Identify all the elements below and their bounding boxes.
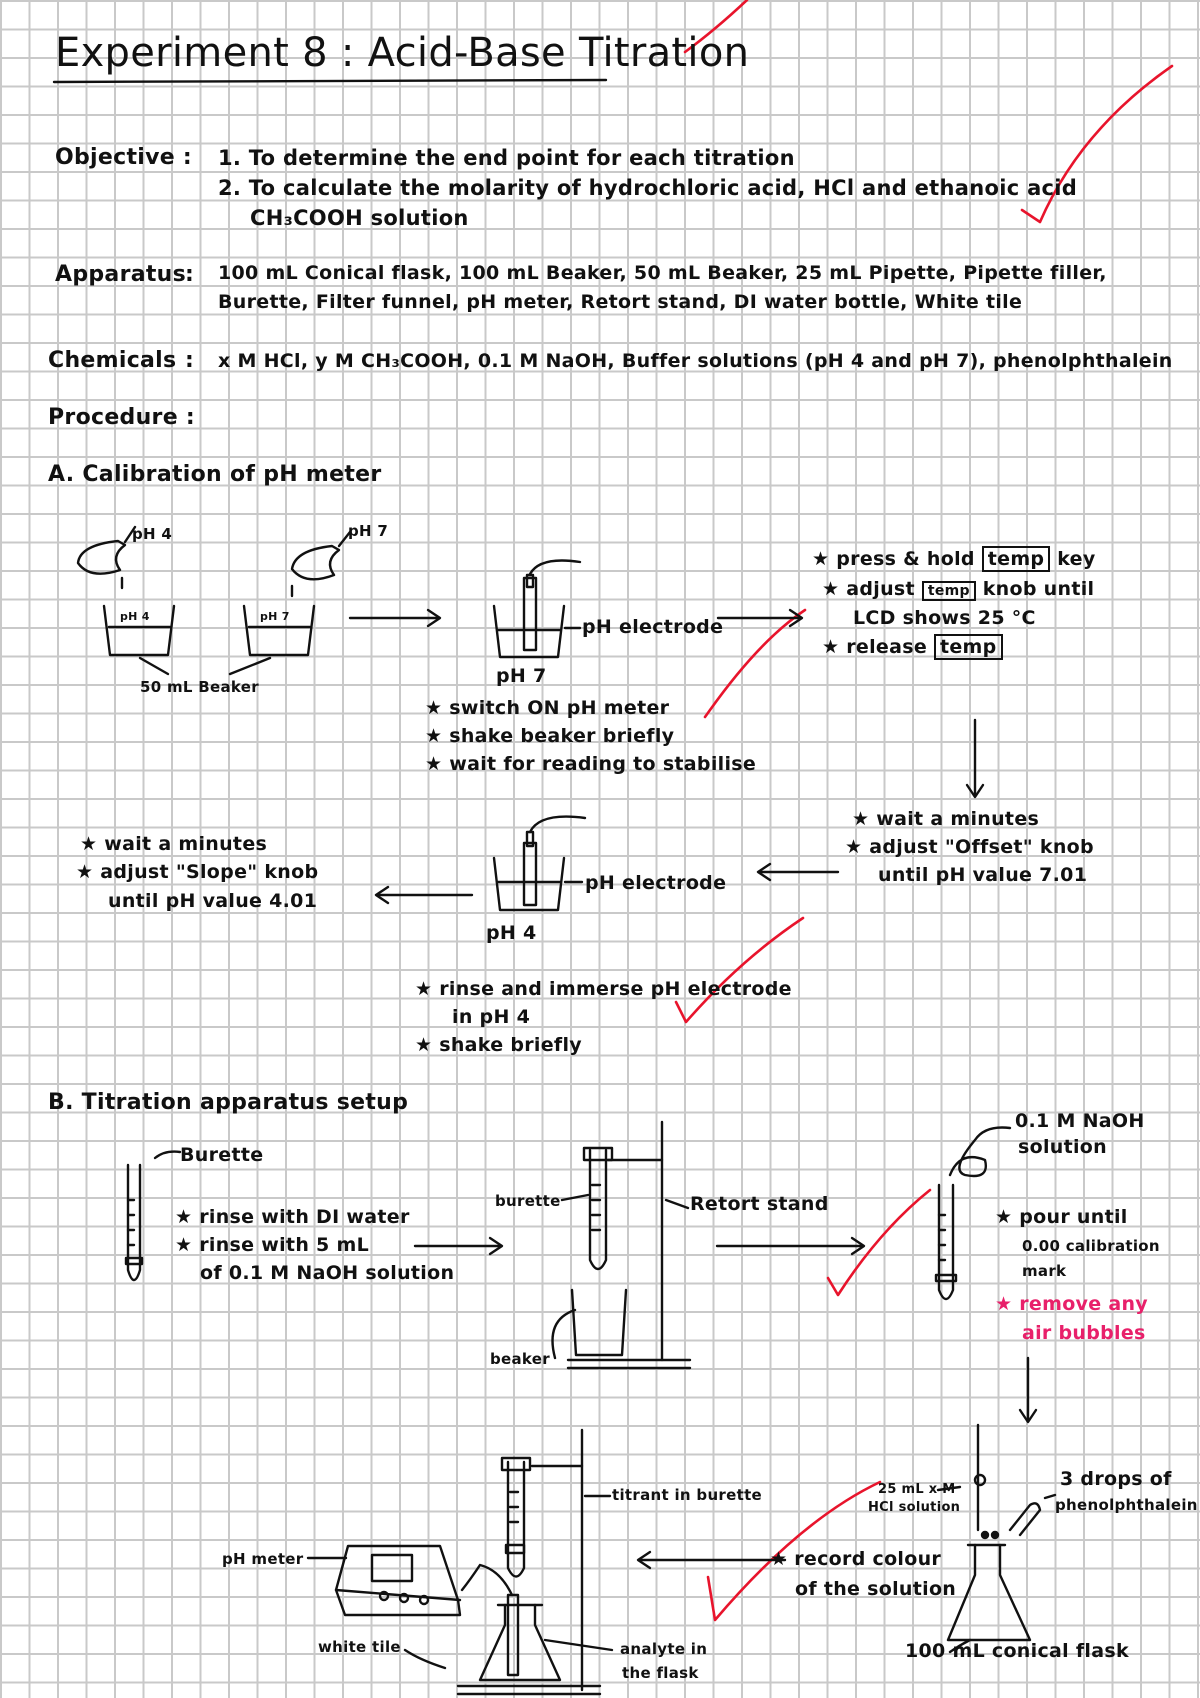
slope-adjust: ★ adjust "Slope" knob [76,861,319,883]
pour-until: ★ pour until [995,1206,1128,1228]
chemicals-text: x M HCl, y M CH₃COOH, 0.1 M NaOH, Buffer solutions (pH 4 and pH 7), phenolphthalein [218,350,1173,372]
temp-release-line: ★ release temp [822,636,1003,658]
bottle-label-ph4: pH 4 [132,525,173,543]
red-check-mark [828,1190,930,1295]
temp-key-box: temp [982,546,1051,572]
titrant-label: titrant in burette [612,1486,763,1504]
slope-until: until pH value 4.01 [108,890,318,912]
burette-left [126,1152,180,1280]
retort-stand-setup [553,1122,691,1368]
rinse-naoh: of 0.1 M NaOH solution [200,1262,455,1284]
electrode-beaker-ph7 [494,561,580,658]
chemicals-colon: : [185,348,195,373]
temp-adjust-line: ★ adjust temp knob until [822,578,1095,600]
electrode-beaker-ph4 [494,817,585,910]
rinse-5ml: ★ rinse with 5 mL [175,1234,369,1256]
beaker-size-label: 50 mL Beaker [140,678,259,696]
burette-label: Burette [180,1144,264,1166]
drops-label-1: 3 drops of [1060,1468,1172,1490]
buffer-bottle-ph4 [78,527,135,588]
objective-line-2: 2. To calculate the molarity of hydrochloric acid, HCl and ethanoic acid [218,176,1078,200]
step-switch-on: ★ switch ON pH meter [425,697,670,719]
step-shake-beaker: ★ shake beaker briefly [425,725,675,747]
chemicals-label: Chemicals [48,348,177,373]
bottle-label-ph7: pH 7 [348,522,389,540]
procedure-label: Procedure : [48,405,195,430]
temp-lcd-line: LCD shows 25 °C [853,607,1036,629]
record-solution: of the solution [795,1578,957,1600]
red-check-mark [676,918,803,1022]
offset-wait: ★ wait a minutes [852,808,1040,830]
hcl-label-2: HCl solution [868,1500,961,1515]
record-colour: ★ record colour [770,1548,942,1570]
drops-label-2: phenolphthalein [1055,1496,1198,1514]
ph7-caption: pH 7 [496,665,547,687]
page-title: Experiment 8 : Acid-Base Titration [55,30,750,76]
apparatus-line-1: 100 mL Conical flask, 100 mL Beaker, 50 mL Beaker, 25 mL Pipette, Pipette filler, [218,262,1107,284]
ph4-caption: pH 4 [486,922,537,944]
conical-flask-with-pipette [938,1425,1055,1652]
objective-label: Objective : [55,145,193,170]
pour-mark: mark [1022,1262,1067,1280]
rinse-di-water: ★ rinse with DI water [175,1206,410,1228]
naoh-label-2: solution [1018,1136,1107,1158]
offset-adjust: ★ adjust "Offset" knob [845,836,1094,858]
buffer-bottle-ph7 [292,532,350,596]
objective-line-3: CH₃COOH solution [250,206,469,230]
white-tile-label: white tile [318,1638,401,1656]
remove-bubbles-2: air bubbles [1022,1322,1146,1344]
step-wait-stabilise: ★ wait for reading to stabilise [425,753,757,775]
electrode-label-2: pH electrode [585,872,727,894]
pour-calibration: 0.00 calibration [1022,1237,1160,1255]
analyte-label-1: analyte in [620,1640,708,1658]
electrode-label-1: pH electrode [582,616,724,638]
beaker-text-ph4: pH 4 [120,610,150,623]
naoh-label-1: 0.1 M NaOH [1015,1110,1145,1132]
burette-small-label: burette [495,1192,561,1210]
temp-press-line: ★ press & hold temp key [812,548,1096,570]
section-a-heading: A. Calibration of pH meter [48,462,382,487]
beaker-label-b: beaker [490,1350,550,1368]
apparatus-colon: : [185,262,195,287]
rinse-immerse: ★ rinse and immerse pH electrode [415,978,792,1000]
offset-until: until pH value 7.01 [878,864,1088,886]
temp-release-box: temp [934,634,1003,660]
remove-bubbles-1: ★ remove any [995,1293,1148,1315]
objective-line-1: 1. To determine the end point for each titration [218,146,795,170]
beaker-text-ph7: pH 7 [260,610,290,623]
flask-label: 100 mL conical flask [905,1640,1129,1662]
section-b-heading: B. Titration apparatus setup [48,1090,409,1115]
analyte-label-2: the flask [622,1664,699,1682]
slope-wait: ★ wait a minutes [80,833,268,855]
apparatus-label: Apparatus [55,262,187,287]
ph-meter-label: pH meter [222,1550,304,1568]
rinse-shake: ★ shake briefly [415,1034,582,1056]
titration-setup-final [458,1430,612,1694]
apparatus-line-2: Burette, Filter funnel, pH meter, Retort stand, DI water bottle, White tile [218,291,1023,313]
rinse-in-ph4: in pH 4 [452,1006,531,1028]
temp-knob-box: temp [922,581,976,601]
retort-stand-label: Retort stand [690,1193,829,1215]
hcl-label-1: 25 mL x M [878,1482,956,1497]
